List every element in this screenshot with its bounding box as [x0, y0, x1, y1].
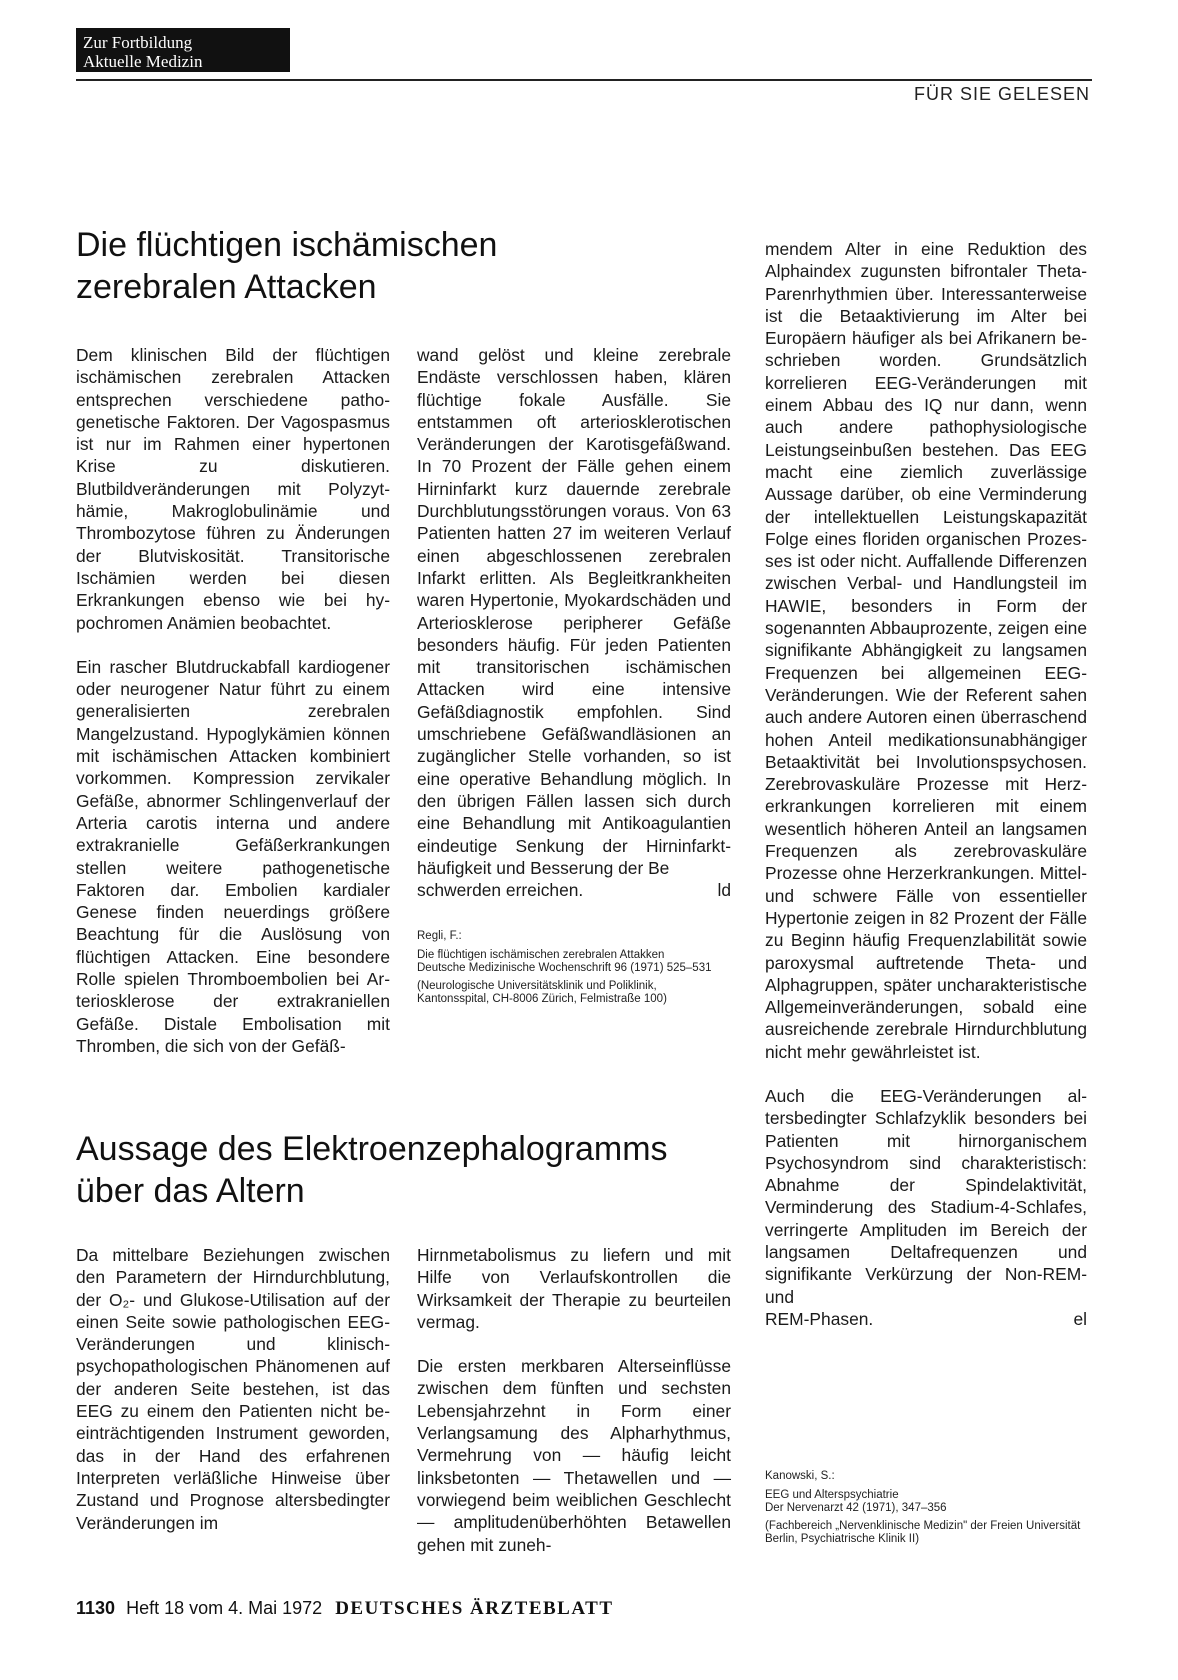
- article1-paragraph-3: wand gelöst und kleine zerebrale Endäste verschlossen haben, klären flüchtige fokale Ausfälle. Sie entstammen oft arteriosklerotischen Veränderungen der Karotisgefäßwand. In 70 Prozent der Fälle gehen einem Hirninfarkt kurz dauernde zerebrale Durchblutungsstörungen voraus. Von 63 Patienten hatten 27 im weiteren Verlauf einen abgeschlossenen zerebralen Infarkt erlitten. Als Begleitkrankheiten waren Hypertonie, Myokardschäden und Arteriosklerose peripherer Gefäße besonders häufig. Für jeden Patienten mit transitorischen ischämischen Attacken wird eine intensive Gefäßdiagnostik empfohlen. Sind umschriebene Gefäßwandläsionen an zugänglicher Stelle vorhanden, so ist eine operative Behandlung möglich. In den übrigen Fällen lassen sich durch eine Behandlung mit Antikoagulantien eindeutige Senkung der Hirninfarkthäufigkeit und Besserung der Be: [417, 345, 731, 878]
- article2-ref-title: EEG und Alterspsychiatrie: [765, 1488, 899, 1501]
- section-label-line2: Aktuelle Medizin: [83, 52, 203, 71]
- issue-info: Heft 18 vom 4. Mai 1972: [126, 1598, 323, 1618]
- article2-paragraph-3: Die ersten merkbaren Alterseinflüsse zwischen dem fünften und sechsten Lebensjahrzehnt in Form einer Verlangsamung des Alpharhythmus, Vermehrung von — häufig leicht linksbetonten — Thetawellen und — vorwiegend beim weiblichen Geschlecht — amplitudenüberhöhten Betawellen gehen mit zuneh-: [417, 1356, 731, 1555]
- article1-reference: [417, 930, 731, 1007]
- page-number: 1130: [76, 1598, 116, 1618]
- article1-ref-title: Die flüchtigen ischämischen zerebralen Attakken: [417, 948, 665, 961]
- article2-title-line2: über das Altern: [76, 1172, 305, 1210]
- article2-title: [76, 1128, 668, 1212]
- article2-column-2: [417, 1244, 731, 1556]
- article2-ref-institute: (Fachbereich „Nervenklinische Medizin" der Freien Universität Berlin, Psychiatrische Klinik II): [765, 1519, 1081, 1545]
- article2-paragraph-1: Da mittelbare Beziehungen zwischen den Parametern der Hirndurchblutung, der O₂- und Glukose-Utilisation auf der einen Seite sowie pathologischen EEG-Veränderungen und klinisch-psychopathologischen Phänomenen auf der anderen Seite bestehen, ist das EEG zu einem den Patienten nicht beeinträchtigenden Instrument geworden, das in der Hand des erfahrenen Interpreten verläßliche Hinweise über Zustand und Prognose altersbedingter Veränderungen im: [76, 1245, 390, 1533]
- article2-paragraph-5: Auch die EEG-Veränderungen altersbedingter Schlafzyklik besonders bei Patienten mit hirnorganischem Psychosyndrom sind charakteristisch: Abnahme der Spindelaktivität, Verminderung des Stadium-4-Schlafes, verringerte Amplituden im Bereich der langsamen Deltafrequenzen und signifikante Verkürzung der Non-REM- und: [765, 1085, 1087, 1307]
- article1-paragraph-2: Ein rascher Blutdruckabfall kardiogener oder neurogener Natur führt zu einem generalisierten zerebralen Mangelzustand. Hypoglykämien können mit ischämischen Attacken kombiniert vorkommen. Kompression zervikaler Gefäße, abnormer Schlingenverlauf der Arteria carotis interna und andere extrakranielle Gefäßerkrankungen stellen weitere pathogenetische Faktoren dar. Embolien kardialer Genese finden neuerdings größere Beachtung für die Auslösung von flüchtigen Attacken. Eine besondere Rolle spielen Thromboembolien bei Arteriosklerose der extrakraniellen Gefäße. Distale Embolisation mit Thromben, die sich von der Gefäß-: [76, 656, 390, 1056]
- header-rule: [76, 79, 1092, 81]
- article2-paragraph-2: Hirnmetabolismus zu liefern und mit Hilfe von Verlaufskontrollen die Wirksamkeit der Therapie zu beurteilen vermag.: [417, 1245, 731, 1332]
- article1-author-initials: ld: [717, 880, 731, 901]
- article2-ref-author: Kanowski, S.:: [765, 1470, 835, 1482]
- article2-last-line-text: REM-Phasen.: [765, 1308, 874, 1329]
- article2-title-line1: Aussage des Elektroenzephalogramms: [76, 1130, 668, 1168]
- rubric-title: FÜR SIE GELESEN: [913, 84, 1090, 104]
- article2-paragraph-4: mendem Alter in eine Reduktion des Alphaindex zugunsten bifrontaler Theta-Parenrhythmien über. Interessanterweise ist die Betaaktivierung im Alter bei Europäern häufiger als bei Afrikanern beschrieben worden. Grundsätzlich korrelieren EEG-Veränderungen mit einem Abbau des IQ nur dann, wenn auch andere pathophysiologische Leistungseinbußen bestehen. Das EEG macht eine ziemlich zuverlässige Aussage darüber, ob eine Verminderung der intellektuellen Leistungskapazität Folge eines floriden organischen Prozesses ist oder nicht. Auffallende Differenzen zwischen Verbal- und Handlungsteil im HAWIE, besonders in Form der sogenannten Abbauprozente, zeigen eine signifikante Abhängigkeit zu langsamen Frequenzen bei allgemeinen EEG-Veränderungen. Wie der Referent sahen auch andere Autoren einen überraschend hohen Anteil medikationsunabhängiger Betaaktivität bei Involutionspsychosen. Zerebrovaskuläre Prozesse mit Herzerkrankungen korrelieren mit einem wesentlich höheren Anteil an langsamen Frequenzen als zerebrovaskuläre Prozesse ohne Herzerkrankungen. Mittel- und schwere Fälle von essentieller Hypertonie zeigen in 82 Prozent der Fälle zu Beginn häufig Frequenzlabilität sowie paroxysmal auftretende Theta- und Alphagruppen, später uncharakteristische Allgemeinveränderungen, sobald eine ausreichende zerebrale Hirndurchblutung nicht mehr gewährleistet ist.: [765, 239, 1087, 1062]
- article1-ref-author: Regli, F.:: [417, 930, 462, 942]
- article2-reference: [765, 1470, 1087, 1547]
- section-label-line1: Zur Fortbildung: [83, 33, 193, 52]
- article1-column-1: [76, 344, 390, 1057]
- article1-last-line: [417, 879, 731, 901]
- article2-column-3: [765, 238, 1087, 1330]
- article1-ref-institute: (Neurologische Universitätsklinik und Poliklinik, Kantonsspital, CH-8006 Zürich, Felmistraße 100): [417, 979, 667, 1005]
- section-label: [76, 28, 290, 72]
- article1-title-line1: Die flüchtigen ischämischen: [76, 226, 498, 264]
- page-footer: [76, 1598, 614, 1620]
- article1-paragraph-1: Dem klinischen Bild der flüchtigen ischämischen zerebralen Attacken entsprechen verschiedene pathogenetische Faktoren. Der Vagospasmus ist nur im Rahmen einer hypertonen Krise zu diskutieren. Blutbildveränderungen mit Polyzythämie, Makroglobulinämie und Thrombozytose führen zu Änderungen der Blutviskosität. Transitorische Ischämien werden bei diesen Erkrankungen ebenso wie bei hypochromen Anämien beobachtet.: [76, 345, 390, 633]
- article2-column-1: [76, 1244, 390, 1534]
- journal-name: DEUTSCHES ÄRZTEBLATT: [335, 1598, 614, 1619]
- article2-ref-source: Der Nervenarzt 42 (1971), 347–356: [765, 1502, 947, 1514]
- article1-title: [76, 224, 497, 308]
- article2-author-initials: el: [1073, 1308, 1087, 1329]
- article1-title-line2: zerebralen Attacken: [76, 268, 377, 306]
- article2-last-line: [765, 1308, 1087, 1330]
- article1-ref-source: Deutsche Medizinische Wochenschrift 96 (1971) 525–531: [417, 962, 712, 974]
- article1-column-2: [417, 344, 731, 901]
- article1-last-line-text: schwerden erreichen.: [417, 880, 584, 901]
